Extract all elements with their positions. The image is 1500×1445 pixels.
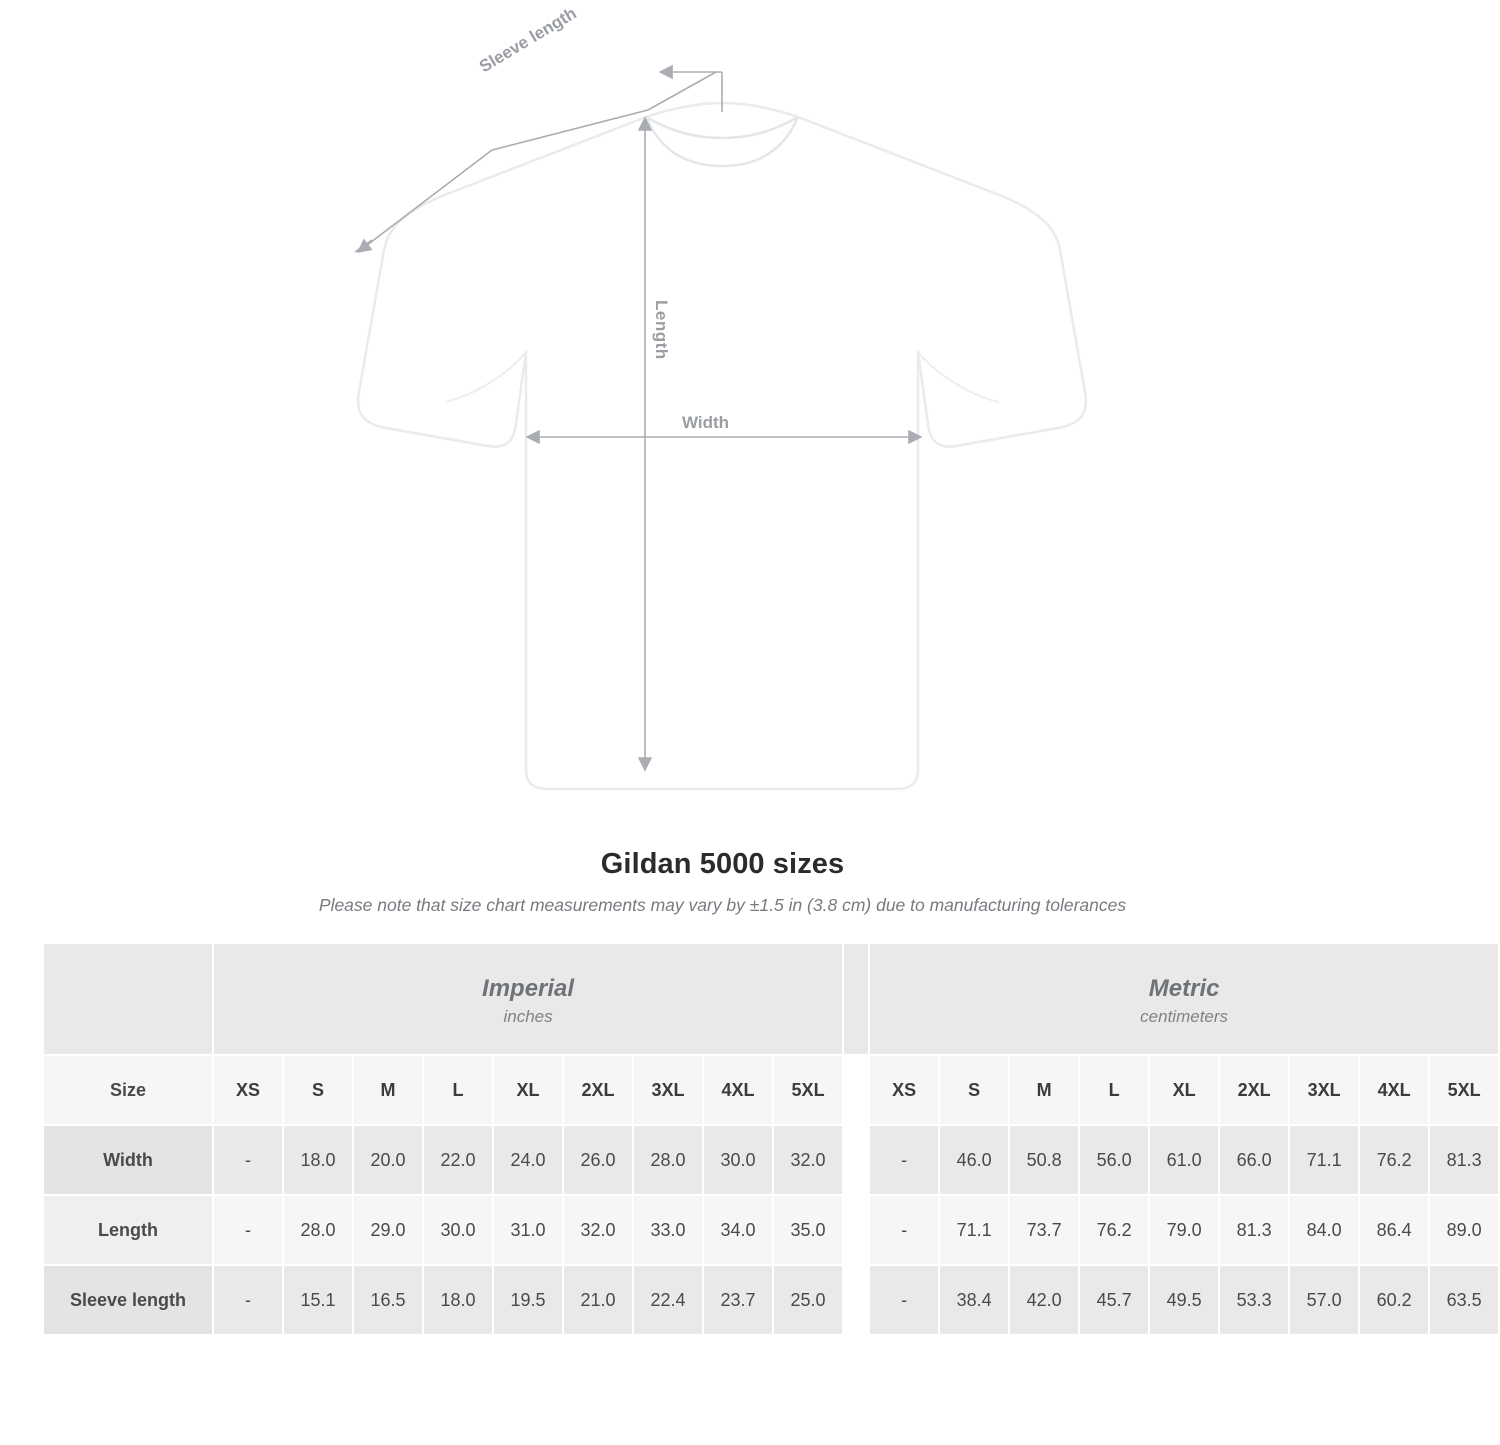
- cell-imperial-sleeve-length-5xl: 25.0: [773, 1265, 843, 1335]
- unit-header-row: [43, 943, 1499, 1055]
- size-header-metric-3xl: 3XL: [1289, 1055, 1359, 1125]
- cell-metric-length-5xl: 89.0: [1429, 1195, 1499, 1265]
- length-label: Length: [652, 300, 671, 360]
- cell-metric-sleeve-length-m: 42.0: [1009, 1265, 1079, 1335]
- cell-metric-length-xs: -: [869, 1195, 939, 1265]
- size-header-imperial-3xl: 3XL: [633, 1055, 703, 1125]
- cell-imperial-sleeve-length-l: 18.0: [423, 1265, 493, 1335]
- cell-metric-sleeve-length-2xl: 53.3: [1219, 1265, 1289, 1335]
- cell-metric-length-3xl: 84.0: [1289, 1195, 1359, 1265]
- unit-header-blank: [43, 943, 213, 1055]
- cell-imperial-sleeve-length-2xl: 21.0: [563, 1265, 633, 1335]
- cell-imperial-length-xl: 31.0: [493, 1195, 563, 1265]
- cell-imperial-length-5xl: 35.0: [773, 1195, 843, 1265]
- size-header-metric-xl: XL: [1149, 1055, 1219, 1125]
- tolerance-note: Please note that size chart measurements may vary by ±1.5 in (3.8 cm) due to manufacturing tolerances: [318, 895, 1127, 915]
- size-header-imperial-2xl: 2XL: [563, 1055, 633, 1125]
- table-row: [43, 1125, 1499, 1195]
- cell-imperial-width-l: 22.0: [423, 1125, 493, 1195]
- size-header-imperial-xs: XS: [213, 1055, 283, 1125]
- size-header-imperial-xl: XL: [493, 1055, 563, 1125]
- cell-imperial-width-3xl: 28.0: [633, 1125, 703, 1195]
- cell-metric-width-4xl: 76.2: [1359, 1125, 1429, 1195]
- column-spacer: [843, 1265, 869, 1335]
- width-label: Width: [682, 413, 730, 432]
- column-spacer: [843, 1125, 869, 1195]
- cell-imperial-length-3xl: 33.0: [633, 1195, 703, 1265]
- cell-imperial-sleeve-length-s: 15.1: [283, 1265, 353, 1335]
- unit-header-imperial-title: Imperial: [482, 975, 575, 1002]
- cell-imperial-length-xs: -: [213, 1195, 283, 1265]
- row-label-width: Width: [43, 1125, 213, 1195]
- cell-metric-sleeve-length-xs: -: [869, 1265, 939, 1335]
- cell-metric-width-2xl: 66.0: [1219, 1125, 1289, 1195]
- cell-metric-sleeve-length-s: 38.4: [939, 1265, 1009, 1335]
- sleeve-length-label: Sleeve length: [476, 3, 580, 77]
- cell-imperial-length-2xl: 32.0: [563, 1195, 633, 1265]
- table-row: [43, 1265, 1499, 1335]
- size-header-metric-5xl: 5XL: [1429, 1055, 1499, 1125]
- size-header-imperial-l: L: [423, 1055, 493, 1125]
- cell-imperial-sleeve-length-xl: 19.5: [493, 1265, 563, 1335]
- cell-metric-width-l: 56.0: [1079, 1125, 1149, 1195]
- cell-imperial-length-m: 29.0: [353, 1195, 423, 1265]
- cell-imperial-width-4xl: 30.0: [703, 1125, 773, 1195]
- table-row: [43, 1195, 1499, 1265]
- unit-header-metric: [869, 943, 1499, 1055]
- cell-imperial-sleeve-length-4xl: 23.7: [703, 1265, 773, 1335]
- cell-imperial-width-2xl: 26.0: [563, 1125, 633, 1195]
- size-header-metric-s: S: [939, 1055, 1009, 1125]
- cell-metric-sleeve-length-xl: 49.5: [1149, 1265, 1219, 1335]
- size-header-imperial-s: S: [283, 1055, 353, 1125]
- size-table-wrap: [0, 942, 1482, 1336]
- tshirt-shape: [358, 103, 1086, 789]
- unit-header-metric-subtitle: centimeters: [1140, 1007, 1229, 1026]
- cell-imperial-length-l: 30.0: [423, 1195, 493, 1265]
- cell-imperial-sleeve-length-m: 16.5: [353, 1265, 423, 1335]
- cell-metric-width-5xl: 81.3: [1429, 1125, 1499, 1195]
- cell-metric-length-2xl: 81.3: [1219, 1195, 1289, 1265]
- unit-header-imperial: [213, 943, 843, 1055]
- cell-imperial-sleeve-length-xs: -: [213, 1265, 283, 1335]
- cell-imperial-width-5xl: 32.0: [773, 1125, 843, 1195]
- size-header-metric-4xl: 4XL: [1359, 1055, 1429, 1125]
- cell-metric-sleeve-length-4xl: 60.2: [1359, 1265, 1429, 1335]
- cell-metric-width-xl: 61.0: [1149, 1125, 1219, 1195]
- column-spacer: [843, 1055, 869, 1125]
- unit-header-spacer: [843, 943, 869, 1055]
- cell-metric-length-l: 76.2: [1079, 1195, 1149, 1265]
- cell-imperial-width-xs: -: [213, 1125, 283, 1195]
- cell-metric-sleeve-length-3xl: 57.0: [1289, 1265, 1359, 1335]
- cell-metric-width-m: 50.8: [1009, 1125, 1079, 1195]
- cell-metric-width-s: 46.0: [939, 1125, 1009, 1195]
- page-title: Gildan 5000 sizes: [600, 848, 845, 880]
- cell-imperial-width-s: 18.0: [283, 1125, 353, 1195]
- cell-imperial-length-4xl: 34.0: [703, 1195, 773, 1265]
- cell-imperial-width-xl: 24.0: [493, 1125, 563, 1195]
- size-header-metric-m: M: [1009, 1055, 1079, 1125]
- cell-metric-width-3xl: 71.1: [1289, 1125, 1359, 1195]
- cell-imperial-sleeve-length-3xl: 22.4: [633, 1265, 703, 1335]
- size-header-row: [43, 1055, 1499, 1125]
- size-header-imperial-m: M: [353, 1055, 423, 1125]
- cell-metric-length-s: 71.1: [939, 1195, 1009, 1265]
- size-header-metric-xs: XS: [869, 1055, 939, 1125]
- cell-metric-length-4xl: 86.4: [1359, 1195, 1429, 1265]
- cell-metric-sleeve-length-l: 45.7: [1079, 1265, 1149, 1335]
- cell-imperial-width-m: 20.0: [353, 1125, 423, 1195]
- size-header-metric-2xl: 2XL: [1219, 1055, 1289, 1125]
- row-label-length: Length: [43, 1195, 213, 1265]
- size-header-imperial-5xl: 5XL: [773, 1055, 843, 1125]
- cell-metric-length-m: 73.7: [1009, 1195, 1079, 1265]
- size-table: [42, 942, 1500, 1336]
- cell-metric-width-xs: -: [869, 1125, 939, 1195]
- cell-imperial-length-s: 28.0: [283, 1195, 353, 1265]
- cell-metric-length-xl: 79.0: [1149, 1195, 1219, 1265]
- cell-metric-sleeve-length-5xl: 63.5: [1429, 1265, 1499, 1335]
- size-header-imperial-4xl: 4XL: [703, 1055, 773, 1125]
- unit-header-imperial-subtitle: inches: [503, 1007, 553, 1026]
- size-header-metric-l: L: [1079, 1055, 1149, 1125]
- row-label-sleeve-length: Sleeve length: [43, 1265, 213, 1335]
- size-header-label: Size: [43, 1055, 213, 1125]
- title-block: [0, 848, 1445, 916]
- unit-header-metric-title: Metric: [1148, 975, 1220, 1002]
- column-spacer: [843, 1195, 869, 1265]
